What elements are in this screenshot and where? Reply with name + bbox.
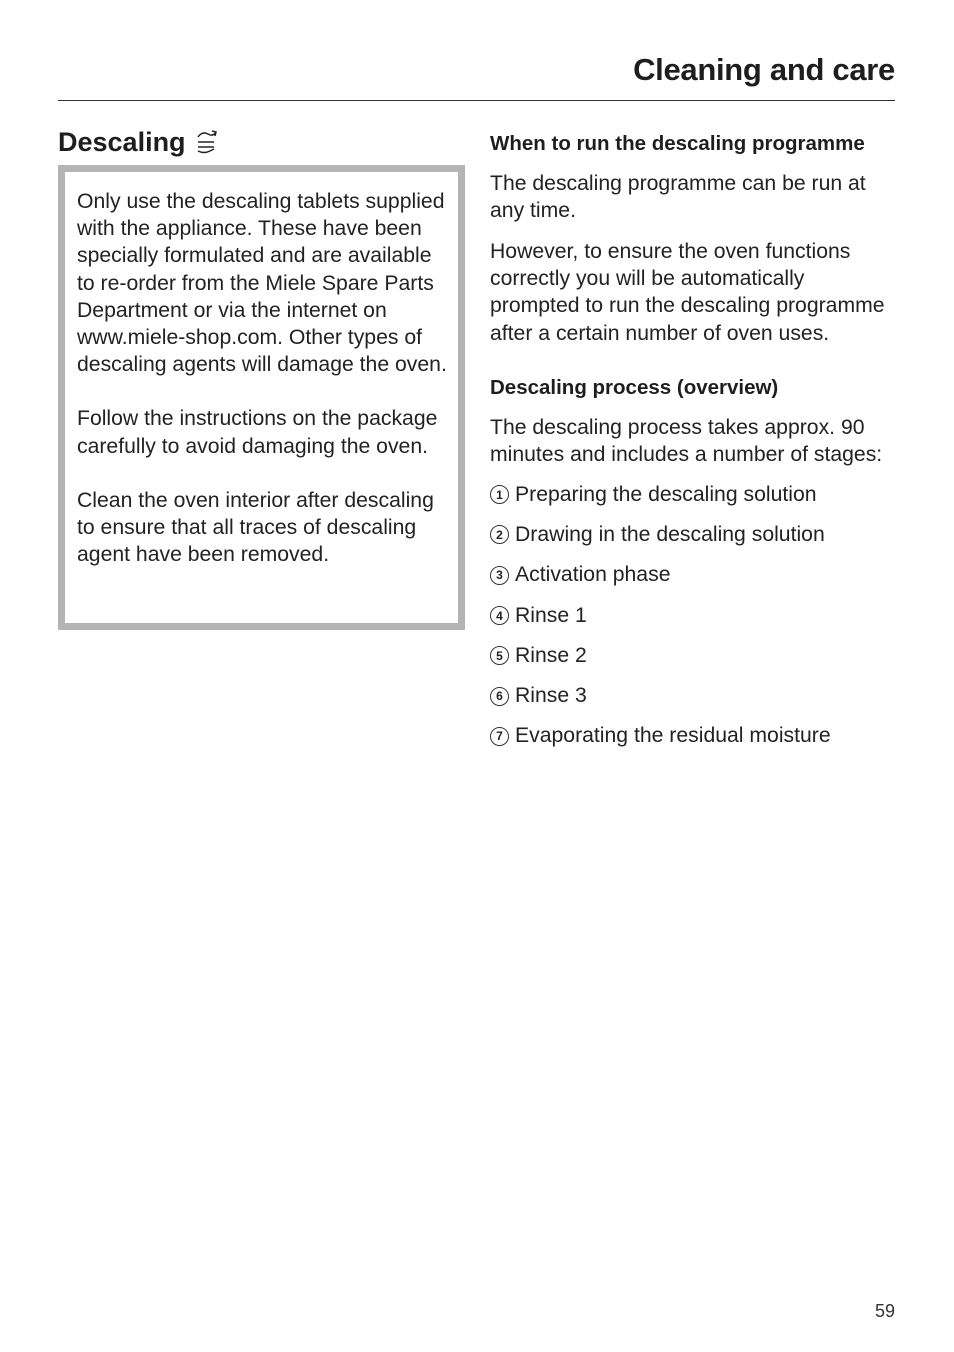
stage-label: Rinse 1 (515, 603, 587, 627)
stage-item (490, 481, 895, 508)
when-text-1: The descaling programme can be run at any time. (490, 172, 866, 223)
descaling-heading (58, 122, 465, 162)
stage-number: 1 (490, 485, 509, 504)
page-header (58, 50, 895, 101)
warning-paragraph: Only use the descaling tablets supplied with the appliance. These have been specially formulated and are available to re-order from the Miele Spare Parts Department or via the internet on www.miele-shop.com. Other types of descaling agents will damage the oven. (77, 190, 447, 377)
process-heading: Descaling process (overview) (490, 375, 779, 399)
stage-number: 3 (490, 566, 509, 585)
stage-label: Activation phase (515, 563, 671, 587)
warning-paragraph: Clean the oven interior after descaling to ensure that all traces of descaling agent have been removed. (77, 488, 434, 567)
stage-item (490, 562, 895, 589)
stage-label: Rinse 2 (515, 643, 587, 667)
process-text: The descaling process takes approx. 90 minutes and includes a number of stages: (490, 415, 883, 466)
stage-number: 2 (490, 525, 509, 544)
warning-paragraph: Follow the instructions on the package carefully to avoid damaging the oven. (77, 407, 438, 458)
stage-number: 4 (490, 606, 509, 625)
warning-box (58, 165, 465, 630)
descaling-section (58, 122, 465, 567)
stage-item (490, 642, 895, 669)
stage-item (490, 521, 895, 548)
stage-label: Rinse 3 (515, 684, 587, 708)
stage-item (490, 723, 895, 750)
descaling-heading-text: Descaling (58, 126, 186, 157)
stage-label: Preparing the descaling solution (515, 482, 817, 506)
section-title: Cleaning and care (633, 52, 895, 87)
stage-number: 7 (490, 727, 509, 746)
stage-label: Drawing in the descaling solution (515, 522, 825, 546)
stage-label: Evaporating the residual moisture (515, 724, 831, 748)
page-number: 59 (874, 1301, 895, 1321)
stage-item (490, 602, 895, 629)
when-text-2: However, to ensure the oven functions correctly you will be automatically prompted to run the descaling programme after a certain number of oven uses. (490, 239, 885, 345)
descale-icon (194, 129, 220, 155)
descaling-info (490, 130, 895, 763)
stage-item (490, 683, 895, 710)
stage-number: 5 (490, 646, 509, 665)
stage-number: 6 (490, 687, 509, 706)
stage-list (490, 481, 895, 750)
when-heading: When to run the descaling programme (490, 132, 865, 155)
